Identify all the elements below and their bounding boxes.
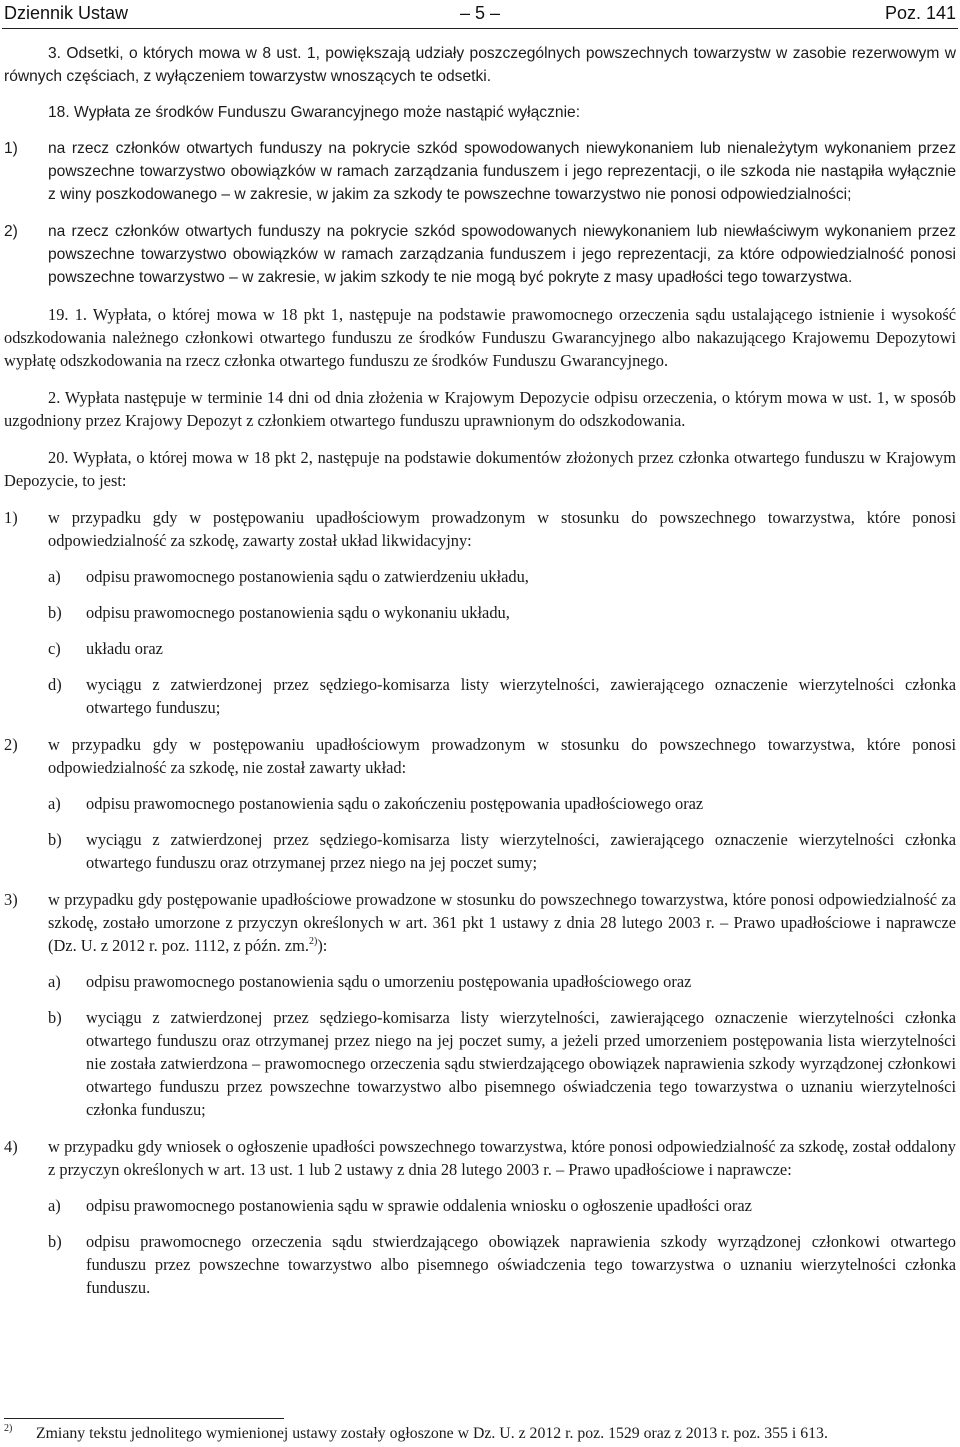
section-19-paragraph-2: 2. Wypłata następuje w terminie 14 dni od dnia złożenia w Krajowym Depozycie odpisu orzeczenia, o którym mowa w ust. 1, w sposób uzgodniony przez Krajowy Depozyt z członkiem otwartego funduszu uprawnionym do odszkodowania. xyxy=(4,388,956,430)
item-number: 3) xyxy=(4,890,18,909)
item-text-tail: ): xyxy=(317,936,328,955)
subitem-text: układu oraz xyxy=(86,639,163,658)
item-number: 4) xyxy=(4,1137,18,1156)
footnote-divider xyxy=(4,1418,284,1419)
footnote xyxy=(4,1424,956,1444)
subitem-text: wyciągu z zatwierdzonej przez sędziego-komisarza listy wierzytelności, zawierającego oznaczenie wierzytelności członka otwartego funduszu oraz otrzymanej przez niego na jej poczet sumy; xyxy=(86,830,956,872)
section-20-item-4-sub-b xyxy=(4,1230,956,1299)
subitem-letter: a) xyxy=(48,1196,61,1215)
item-number: 2) xyxy=(4,223,18,240)
section-20-item-2 xyxy=(4,733,956,779)
item-text: na rzecz członków otwartych funduszy na pokrycie szkód spowodowanych niewykonaniem lub nienależytym wykonaniem przez powszechne towarzystwo obowiązków w ramach zarządzania funduszem i jego reprezentacji, o ile szkoda nie nastąpiła wyłącznie z winy poszkodowanego – w zakresie, w jakim za szkody te powszechne towarzystwo nie ponosi odpowiedzialności; xyxy=(48,140,956,203)
section-20-item-2-sub-b xyxy=(4,828,956,874)
document-body xyxy=(4,42,956,1299)
section-20-intro: 20. Wypłata, o której mowa w 18 pkt 2, następuje na podstawie dokumentów złożonych przez członka otwartego funduszu w Krajowym Depozycie, to jest: xyxy=(4,448,956,490)
subitem-text: wyciągu z zatwierdzonej przez sędziego-komisarza listy wierzytelności, zawierającego oznaczenie wierzytelności członka otwartego funduszu; xyxy=(86,675,956,717)
item-number: 1) xyxy=(4,508,18,527)
subitem-text: odpisu prawomocnego postanowienia sądu o wykonaniu układu, xyxy=(86,603,510,622)
section-20-item-3-sub-b xyxy=(4,1006,956,1121)
item-text: w przypadku gdy wniosek o ogłoszenie upadłości powszechnego towarzystwa, które ponosi odpowiedzialność za szkodę, został oddalony z przyczyn określonych w art. 13 ust. 1 lub 2 ustawy z dnia 28 lutego 2003 r. – Prawo upadłościowe i naprawcze: xyxy=(48,1137,956,1179)
subitem-text: odpisu prawomocnego postanowienia sądu o zakończeniu postępowania upadłościowego oraz xyxy=(86,794,704,813)
subitem-text: odpisu prawomocnego postanowienia sądu w sprawie oddalenia wniosku o ogłoszenie upadłości oraz xyxy=(86,1196,752,1215)
section-18-item-2 xyxy=(4,220,956,289)
footnote-reference: 2) xyxy=(308,936,318,947)
item-number: 1) xyxy=(4,140,18,157)
footnote-text: Zmiany tekstu jednolitego wymienionej ustawy zostały ogłoszone w Dz. U. z 2012 r. poz. 1529 oraz z 2013 r. poz. 355 i 613. xyxy=(36,1425,828,1442)
subitem-letter: b) xyxy=(48,1232,62,1251)
section-20-item-4 xyxy=(4,1135,956,1181)
section-20-item-1-sub-c xyxy=(4,637,956,660)
section-20-item-1-sub-b xyxy=(4,601,956,624)
subitem-letter: b) xyxy=(48,603,62,622)
journal-title: Dziennik Ustaw xyxy=(4,3,129,23)
section-20-item-1 xyxy=(4,506,956,552)
subitem-text: odpisu prawomocnego postanowienia sądu o zatwierdzeniu układu, xyxy=(86,567,529,586)
section-20-item-4-sub-a xyxy=(4,1194,956,1217)
subitem-text: wyciągu z zatwierdzonej przez sędziego-komisarza listy wierzytelności, zawierającego oznaczenie wierzytelności członka otwartego funduszu oraz otrzymanej przez niego na jej poczet sumy, a jeżeli przed umorzeniem postępowania lista wierzytelności nie została zatwierdzona – prawomocnego orzeczenia sądu stwierdzającego obowiązek naprawienia szkody wyrządzonej członkowi otwartego funduszu przez powszechne towarzystwo albo pisemnego oświadczenia tego towarzystwa o uznaniu wierzytelności członka funduszu; xyxy=(86,1008,956,1119)
section-18-item-1 xyxy=(4,137,956,206)
item-number: 2) xyxy=(4,735,18,754)
subitem-text: odpisu prawomocnego postanowienia sądu o umorzeniu postępowania upadłościowego oraz xyxy=(86,972,692,991)
header-divider xyxy=(2,28,958,29)
section-20-item-3 xyxy=(4,888,956,957)
subitem-text: odpisu prawomocnego orzeczenia sądu stwierdzającego obowiązek naprawienia szkody wyrządzonej członkowi otwartego funduszu przez powszechne towarzystwo albo pisemnego oświadczenia tego towarzystwa o uznaniu wierzytelności członka funduszu. xyxy=(86,1232,956,1297)
section-20-item-1-sub-d xyxy=(4,673,956,719)
section-19-paragraph-1: 19. 1. Wypłata, o której mowa w 18 pkt 1, następuje na podstawie prawomocnego orzeczenia sądu ustalającego istnienie i wysokość odszkodowania należnego członkowi otwartego funduszu ze środków Funduszu Gwarancyjnego albo nakazującego Krajowemu Depozytowi wypłatę odszkodowania na rzecz członka otwartego funduszu ze środków Funduszu Gwarancyjnego. xyxy=(4,305,956,370)
subitem-letter: a) xyxy=(48,972,61,991)
subitem-letter: a) xyxy=(48,794,61,813)
section-18-intro: 18. Wypłata ze środków Funduszu Gwarancyjnego może nastąpić wyłącznie: xyxy=(48,104,581,121)
item-text: w przypadku gdy postępowanie upadłościowe prowadzone w stosunku do powszechnego towarzystwa, które ponosi odpowiedzialność za szkodę, zostało umorzone z przyczyn określonych w art. 361 pkt 1 ustawy z dnia 28 lutego 2003 r. – Prawo upadłościowe i naprawcze (Dz. U. z 2012 r. poz. 1112, z późn. zm. xyxy=(48,890,956,955)
page-header xyxy=(4,2,956,26)
section-20-item-2-sub-a xyxy=(4,792,956,815)
page-number: – 5 – xyxy=(459,3,501,23)
subitem-letter: d) xyxy=(48,675,62,694)
section-20-item-1-sub-a xyxy=(4,565,956,588)
item-text: w przypadku gdy w postępowaniu upadłościowym prowadzonym w stosunku do powszechnego towarzystwa, które ponosi odpowiedzialność za szkodę, nie został zawarty układ: xyxy=(48,735,956,777)
subitem-letter: b) xyxy=(48,830,62,849)
section-20-item-3-sub-a xyxy=(4,970,956,993)
item-text: na rzecz członków otwartych funduszy na pokrycie szkód spowodowanych niewykonaniem lub niewłaściwym wykonaniem przez powszechne towarzystwo obowiązków w ramach zarządzania funduszem i jego reprezentacji, za które odpowiedzialność ponosi powszechne towarzystwo – w zakresie, w jakim szkody te nie mogą być pokryte z masy upadłości tego towarzystwa. xyxy=(48,223,956,286)
position-number: Poz. 141 xyxy=(884,3,956,23)
subitem-letter: b) xyxy=(48,1008,62,1027)
subitem-letter: a) xyxy=(48,567,61,586)
paragraph-3: 3. Odsetki, o których mowa w 8 ust. 1, powiększają udziały poszczególnych powszechnych towarzystw w zasobie rezerwowym w równych częściach, z wyłączeniem towarzystw wnoszących te odsetki. xyxy=(4,45,956,85)
subitem-letter: c) xyxy=(48,639,61,658)
footnote-mark: 2) xyxy=(4,1423,13,1434)
item-text: w przypadku gdy w postępowaniu upadłościowym prowadzonym w stosunku do powszechnego towarzystwa, które ponosi odpowiedzialność za szkodę, zawarty został układ likwidacyjny: xyxy=(48,508,956,550)
